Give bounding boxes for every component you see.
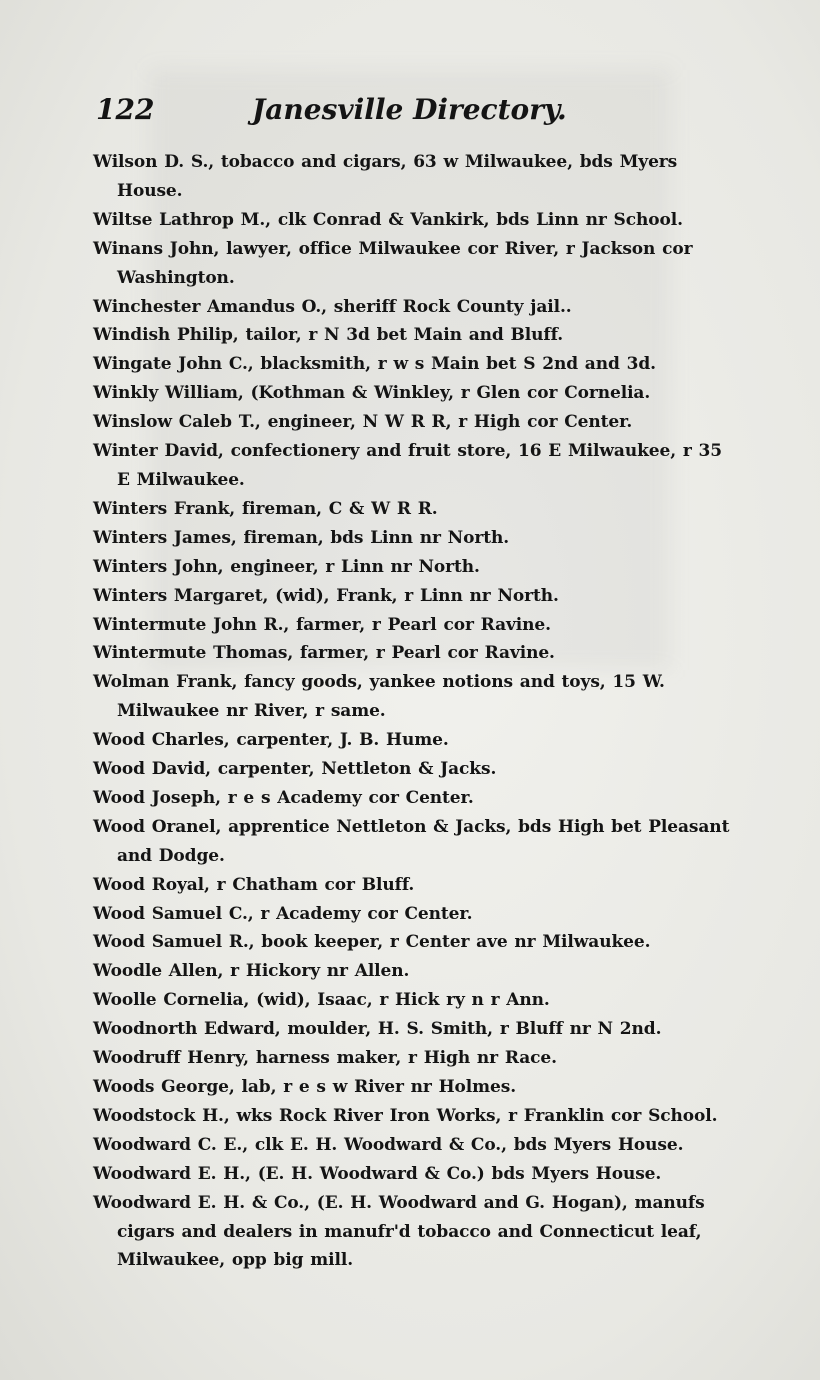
directory-entry: Woolle Cornelia, (wid), Isaac, r Hick ry n r Ann. xyxy=(93,990,550,1011)
directory-entry: Woods George, lab, r e s w River nr Holmes. xyxy=(93,1077,517,1097)
directory-entry: Wintermute John R., farmer, r Pearl cor Ravine. xyxy=(93,614,551,635)
directory-entry: Wolman Frank, fancy goods, yankee notions and toys, 15 W. Milwaukee nr River, r same. xyxy=(93,672,665,722)
page-number: 122 xyxy=(96,93,155,126)
directory-entry: Woodward E. H., (E. H. Woodward & Co.) bds Myers House. xyxy=(93,1163,662,1184)
directory-entry: Wintermute Thomas, farmer, r Pearl cor Ravine. xyxy=(93,643,555,664)
directory-entry: Woodle Allen, r Hickory nr Allen. xyxy=(93,961,410,982)
directory-entry: Winkly William, (Kothman & Winkley, r Glen cor Cornelia. xyxy=(93,383,651,404)
directory-entry: Wood Royal, r Chatham cor Bluff. xyxy=(93,874,415,895)
directory-entry: Winters John, engineer, r Linn nr North. xyxy=(93,556,480,577)
directory-entry: Winchester Amandus O., sheriff Rock County jail.. xyxy=(93,296,572,317)
page-header xyxy=(96,88,736,132)
directory-entry: Woodward E. H. & Co., (E. H. Woodward and G. Hogan), manufs cigars and dealers in manufr'd tobacco and Connecticut leaf, Milwaukee, opp big mill. xyxy=(93,1192,705,1271)
directory-entry: Wood Charles, carpenter, J. B. Hume. xyxy=(93,730,449,751)
directory-entry: Wood Samuel C., r Academy cor Center. xyxy=(93,903,473,924)
directory-entry: Wood David, carpenter, Nettleton & Jacks. xyxy=(93,759,497,780)
directory-entry: Winslow Caleb T., engineer, N W R R, r High cor Center. xyxy=(93,412,633,433)
directory-entry: Woodward C. E., clk E. H. Woodward & Co., bds Myers House. xyxy=(93,1134,684,1155)
directory-entry: Wiltse Lathrop M., clk Conrad & Vankirk, bds Linn nr School. xyxy=(93,209,683,230)
directory-entries xyxy=(93,148,741,1275)
directory-entry: Wood Joseph, r e s Academy cor Center. xyxy=(93,787,474,808)
directory-entry: Winters James, fireman, bds Linn nr North. xyxy=(93,527,510,548)
directory-entry: Woodnorth Edward, moulder, H. S. Smith, r Bluff nr N 2nd. xyxy=(93,1019,662,1040)
directory-entry: Wilson D. S., tobacco and cigars, 63 w Milwaukee, bds Myers House. xyxy=(93,152,678,201)
directory-entry: Wingate John C., blacksmith, r w s Main bet S 2nd and 3d. xyxy=(93,354,656,375)
directory-entry: Winters Margaret, (wid), Frank, r Linn nr North. xyxy=(93,585,559,606)
directory-entry: Winter David, confectionery and fruit store, 16 E Milwaukee, r 35 E Milwaukee. xyxy=(93,441,722,490)
directory-entry: Winters Frank, fireman, C & W R R. xyxy=(93,498,438,519)
directory-entry: Wood Samuel R., book keeper, r Center ave nr Milwaukee. xyxy=(93,932,651,953)
directory-entry: Windish Philip, tailor, r N 3d bet Main and Bluff. xyxy=(93,325,564,346)
directory-entry: Woodruff Henry, harness maker, r High nr Race. xyxy=(93,1048,557,1069)
directory-entry: Wood Oranel, apprentice Nettleton & Jacks, bds High bet Pleasant and Dodge. xyxy=(93,816,730,866)
directory-entry: Woodstock H., wks Rock River Iron Works, r Franklin cor School. xyxy=(93,1105,718,1126)
running-title: Janesville Directory. xyxy=(252,93,567,126)
directory-entry: Winans John, lawyer, office Milwaukee cor River, r Jackson cor Washington. xyxy=(93,238,693,288)
